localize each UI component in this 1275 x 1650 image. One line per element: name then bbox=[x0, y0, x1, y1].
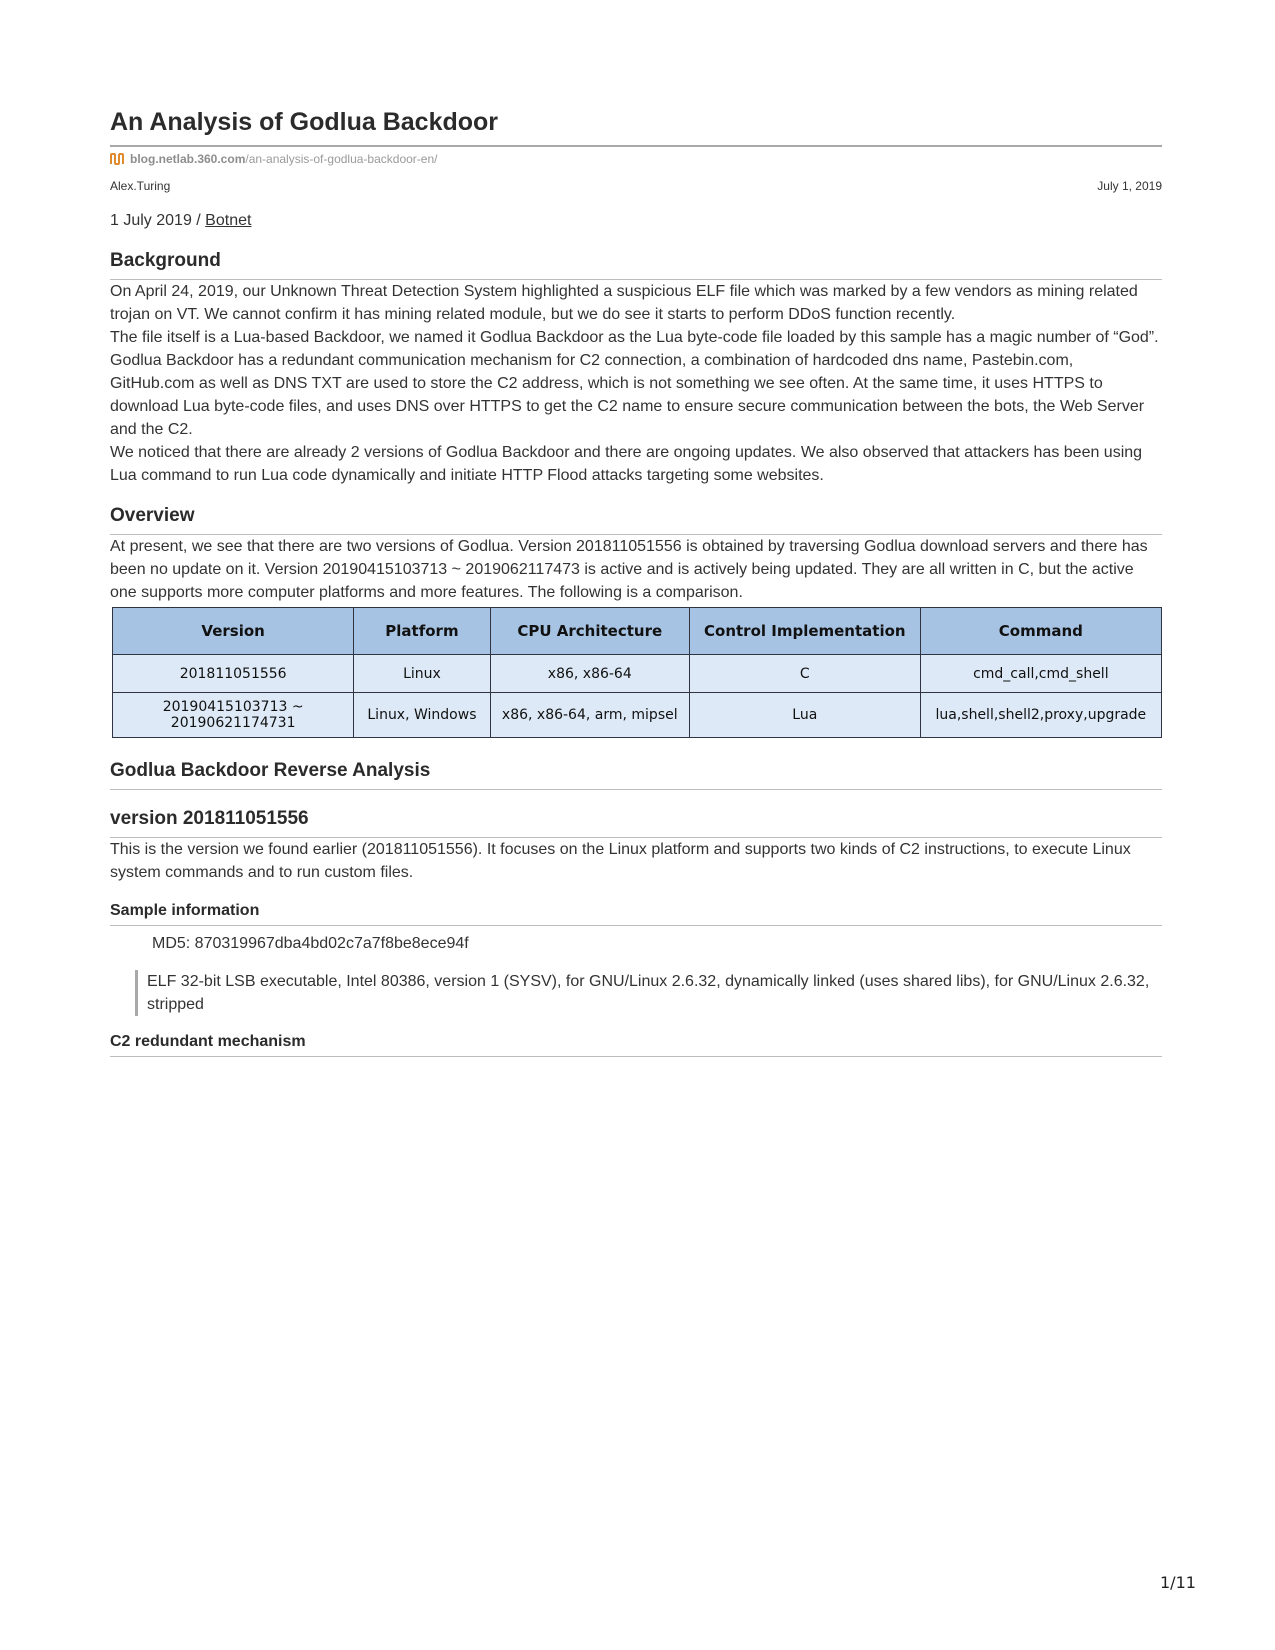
table-cell: Linux bbox=[354, 655, 490, 693]
source-url[interactable] bbox=[110, 152, 1162, 166]
overview-heading: Overview bbox=[110, 505, 1162, 535]
netlab-logo-icon bbox=[110, 153, 124, 165]
c2-mechanism-heading: C2 redundant mechanism bbox=[110, 1033, 1162, 1057]
column-header: CPU Architecture bbox=[490, 608, 689, 655]
table-cell: Linux, Windows bbox=[354, 693, 490, 738]
source-path: /an-analysis-of-godlua-backdoor-en/ bbox=[245, 152, 438, 166]
table-cell: x86, x86-64 bbox=[490, 655, 689, 693]
table-cell: cmd_call,cmd_shell bbox=[920, 655, 1161, 693]
reverse-analysis-heading: Godlua Backdoor Reverse Analysis bbox=[110, 760, 1162, 790]
table-row bbox=[113, 655, 1162, 693]
post-dateline bbox=[110, 212, 1162, 230]
overview-paragraph: At present, we see that there are two versions of Godlua. Version 201811051556 is obtained by traversing Godlua download servers and there has been no update on it. Version 20190415103713 ~ 2019062117473 is active and is actively being updated. They are all written in C, but the active one supports more computer platforms and more features. The following is a comparison. bbox=[110, 538, 1148, 601]
table-cell: x86, x86-64, arm, mipsel bbox=[490, 693, 689, 738]
post-date: 1 July 2019 / bbox=[110, 212, 206, 229]
publish-date: July 1, 2019 bbox=[1097, 179, 1162, 193]
background-section bbox=[110, 250, 1162, 487]
comparison-table bbox=[112, 607, 1162, 738]
background-paragraph-3: Godlua Backdoor has a redundant communication mechanism for C2 connection, a combination of hardcoded dns name, Pastebin.com, GitHub.com as well as DNS TXT are used to store the C2 address, which is not something we see often. At the same time, it uses HTTPS to download Lua byte-code files, and uses DNS over HTTPS to get the C2 name to ensure secure communication between the bots, the Web Server and the C2. bbox=[110, 352, 1145, 438]
background-heading: Background bbox=[110, 250, 1162, 280]
version-heading: version 201811051556 bbox=[110, 808, 1162, 838]
column-header: Version bbox=[113, 608, 354, 655]
table-cell: 201811051556 bbox=[113, 655, 354, 693]
page-title: An Analysis of Godlua Backdoor bbox=[110, 108, 1162, 147]
reverse-analysis-section bbox=[110, 760, 1162, 1057]
column-header: Platform bbox=[354, 608, 490, 655]
table-cell: C bbox=[689, 655, 920, 693]
background-paragraph-2: The file itself is a Lua-based Backdoor, we named it Godlua Backdoor as the Lua byte-code file loaded by this sample has a magic number of “God”. bbox=[110, 329, 1159, 346]
source-domain: blog.netlab.360.com bbox=[130, 152, 246, 166]
background-paragraph-1: On April 24, 2019, our Unknown Threat Detection System highlighted a suspicious ELF file which was marked by a few vendors as mining related trojan on VT. We cannot confirm it has mining related module, but we do see it starts to perform DDoS function recently. bbox=[110, 283, 1138, 323]
author: Alex.Turing bbox=[110, 179, 171, 193]
column-header: Command bbox=[920, 608, 1161, 655]
category-link[interactable]: Botnet bbox=[205, 212, 252, 229]
background-paragraph-4: We noticed that there are already 2 versions of Godlua Backdoor and there are ongoing updates. We also observed that attackers has been using Lua command to run Lua code dynamically and initiate HTTP Flood attacks targeting some websites. bbox=[110, 444, 1143, 484]
md5-hash: MD5: 870319967dba4bd02c7a7f8be8ece94f bbox=[152, 935, 469, 952]
overview-section bbox=[110, 505, 1162, 738]
table-row bbox=[113, 693, 1162, 738]
file-info-quote: ELF 32-bit LSB executable, Intel 80386, version 1 (SYSV), for GNU/Linux 2.6.32, dynamically linked (uses shared libs), for GNU/Linux 2.6.32, stripped bbox=[135, 970, 1162, 1016]
document-page bbox=[110, 108, 1162, 1057]
table-cell: Lua bbox=[689, 693, 920, 738]
column-header: Control Implementation bbox=[689, 608, 920, 655]
table-cell: lua,shell,shell2,proxy,upgrade bbox=[920, 693, 1161, 738]
sample-info-heading: Sample information bbox=[110, 902, 1162, 926]
meta-row bbox=[110, 179, 1162, 193]
version-paragraph: This is the version we found earlier (201811051556). It focuses on the Linux platform and supports two kinds of C2 instructions, to execute Linux system commands and to run custom files. bbox=[110, 841, 1131, 881]
page-number: 1/11 bbox=[1160, 1573, 1196, 1592]
table-header-row bbox=[113, 608, 1162, 655]
table-cell: 20190415103713 ~ 20190621174731 bbox=[113, 693, 354, 738]
